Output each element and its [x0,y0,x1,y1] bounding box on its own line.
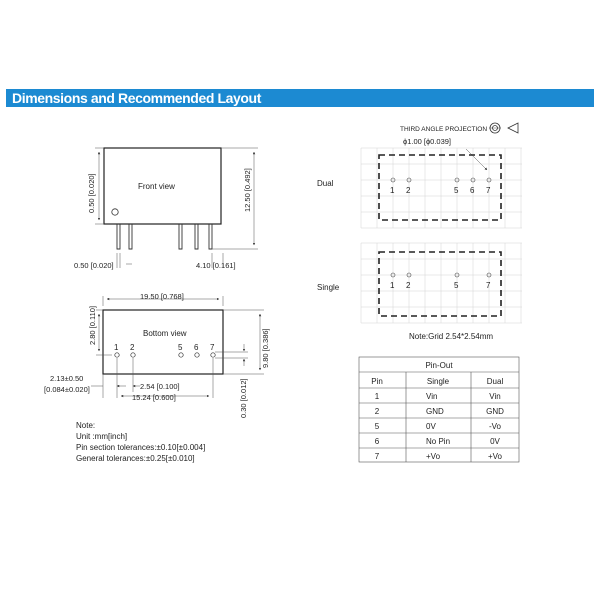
pinout-cell: 7 [374,452,380,461]
bottom-pin-label: 2 [130,343,135,352]
bottom-pin-label: 6 [194,343,199,352]
notes-unit: Unit :mm[inch] [76,432,128,441]
notes-title: Note: [76,421,96,430]
front-height-dim: 0.50 [0.020] [87,173,96,213]
single-outline [379,252,501,316]
dual-pin-label: 1 [390,186,395,195]
projection-label: THIRD ANGLE PROJECTION [400,126,488,133]
pinout-cell: No Pin [426,437,451,446]
section-title: Dimensions and Recommended Layout [12,90,261,106]
dual-outline [379,155,501,220]
single-pin-label: 1 [390,281,395,290]
pinout-header: Pin [371,377,383,386]
single-pin-label: 7 [486,281,491,290]
pinout-cell: GND [486,407,504,416]
dual-pin-label: 7 [486,186,491,195]
pinout-header: Dual [486,377,504,386]
pinout-cell: 1 [374,392,380,401]
dual-pin-label: 6 [470,186,475,195]
pinout-cell: 6 [374,437,380,446]
pinout-cell: 5 [374,422,380,431]
bottom-edge-dim-line1: 2.13±0.50 [50,374,84,383]
bottom-view-label: Bottom view [143,329,187,338]
bottom-pin-label: 7 [210,343,215,352]
front-view-label: Front view [138,182,175,191]
bottom-pin-row-dim: 2.80 [0.110] [88,305,97,345]
dual-label: Dual [317,179,334,188]
dual-pin-label: 2 [406,186,411,195]
projection-symbol-icon [489,123,518,133]
front-pin-length-dim: 4.10 [0.161] [196,261,236,270]
grid-note: Note:Grid 2.54*2.54mm [409,332,494,341]
notes-pin-tolerance: Pin section tolerances:±0.10[±0.004] [76,443,206,452]
single-layout-grid [361,243,522,323]
pinout-cell: 0V [426,422,436,431]
single-pin-label: 5 [454,281,459,290]
hole-diameter-label: ϕ1.00 [ϕ0.039] [403,137,452,146]
pinout-cell: +Vo [487,452,503,461]
bottom-width-dim: 19.50 [0.768] [140,292,184,301]
bottom-span-dim: 15.24 [0.600] [132,393,176,402]
bottom-pin-dia-dim: 0.30 [0.012] [239,378,248,418]
bottom-pin-label: 5 [178,343,183,352]
pinout-cell: 0V [490,437,500,446]
dual-pin-label: 5 [454,186,459,195]
pinout-title: Pin-Out [425,361,453,370]
pinout-cell: +Vo [426,452,441,461]
pinout-cell: GND [426,407,444,416]
pinout-cell: -Vo [488,422,502,431]
pinout-header: Single [426,377,450,386]
pinout-cell: Vin [489,392,501,401]
bottom-edge-dim-line2: [0.084±0.020] [44,385,90,394]
front-pin-offset-dim: 0.50 [0.020] [74,261,114,270]
pinout-cell: 2 [374,407,380,416]
front-total-height-dim: 12.50 [0.492] [243,168,252,212]
hole-leader [466,149,487,170]
bottom-pin-label: 1 [114,343,119,352]
single-label: Single [317,283,340,292]
single-pin-label: 2 [406,281,411,290]
notes-general-tolerance: General tolerances:±0.25[±0.010] [76,454,195,463]
bottom-pitch-dim: 2.54 [0.100] [140,382,180,391]
dual-layout-grid [361,148,522,228]
front-view-drawing [95,148,258,268]
bottom-depth-dim: 9.80 [0.386] [261,328,270,368]
pinout-cell: Vin [426,392,438,401]
